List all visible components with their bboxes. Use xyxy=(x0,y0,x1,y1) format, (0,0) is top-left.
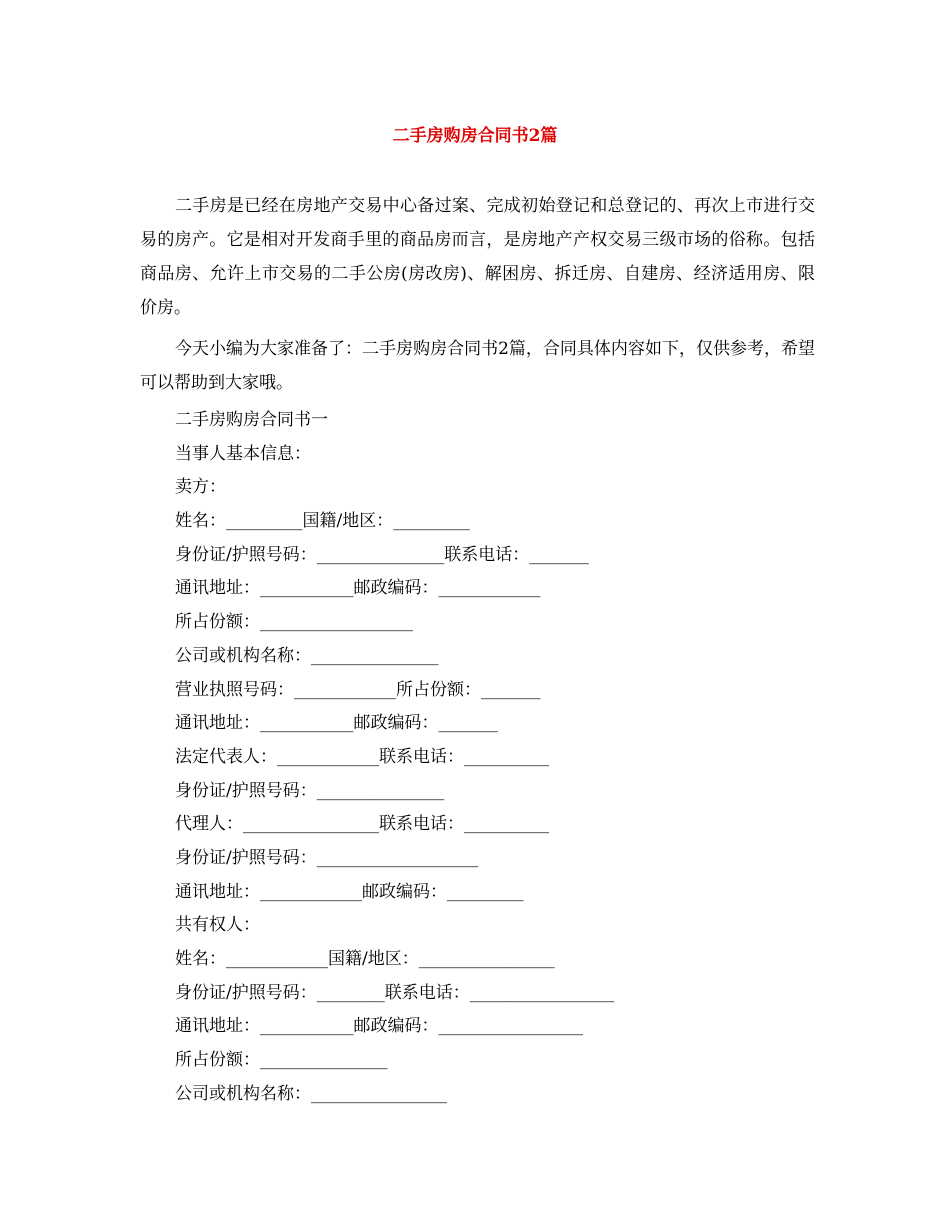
section-label-co-owner: 共有权人： xyxy=(175,915,260,936)
section-label-parties: 当事人基本信息： xyxy=(175,443,311,464)
document-title: 二手房购房合同书2篇 xyxy=(392,126,558,146)
form-line: 身份证/护照号码：________联系电话：_________________ xyxy=(175,982,615,1003)
form-line: 身份证/护照号码：___________________ xyxy=(175,847,479,868)
form-line: 法定代表人：____________联系电话：__________ xyxy=(175,746,549,767)
intro-paragraph: 二手房是已经在房地产交易中心备过案、完成初始登记和总登记的、再次上市进行交易的房产。它是相对开发商手里的商品房而言，是房地产产权交易三级市场的俗称。包括商品房、允许上市交易的二手公房(房改房)、解困房、拆迁房、自建房、经济适用房、限价房。 xyxy=(140,196,815,318)
preface-paragraph: 今天小编为大家准备了：二手房购房合同书2篇，合同具体内容如下，仅供参考，希望可以帮助到大家哦。 xyxy=(140,339,815,393)
section-label-seller: 卖方： xyxy=(175,477,226,498)
form-line: 通讯地址：____________邮政编码：_________ xyxy=(175,881,524,902)
contract-heading: 二手房购房合同书一 xyxy=(175,410,328,430)
form-line: 公司或机构名称：________________ xyxy=(175,1083,447,1104)
form-line: 身份证/护照号码：_______________联系电话：_______ xyxy=(175,544,589,565)
form-line: 姓名：_________国籍/地区：_________ xyxy=(175,511,470,532)
form-line: 通讯地址：___________邮政编码：_________________ xyxy=(175,1016,583,1037)
form-line: 营业执照号码：____________所占份额：_______ xyxy=(175,679,541,700)
form-line: 代理人：________________联系电话：__________ xyxy=(175,814,549,835)
form-line: 所占份额：_______________ xyxy=(175,1050,388,1071)
form-line: 通讯地址：___________邮政编码：_______ xyxy=(175,713,498,734)
form-line: 所占份额：__________________ xyxy=(175,612,413,633)
form-line: 姓名：____________国籍/地区：________________ xyxy=(175,949,555,969)
form-line: 身份证/护照号码：_______________ xyxy=(175,780,445,801)
form-line: 通讯地址：___________邮政编码：____________ xyxy=(175,578,541,599)
form-line: 公司或机构名称：_______________ xyxy=(175,645,439,666)
contract-lines xyxy=(175,404,815,1111)
